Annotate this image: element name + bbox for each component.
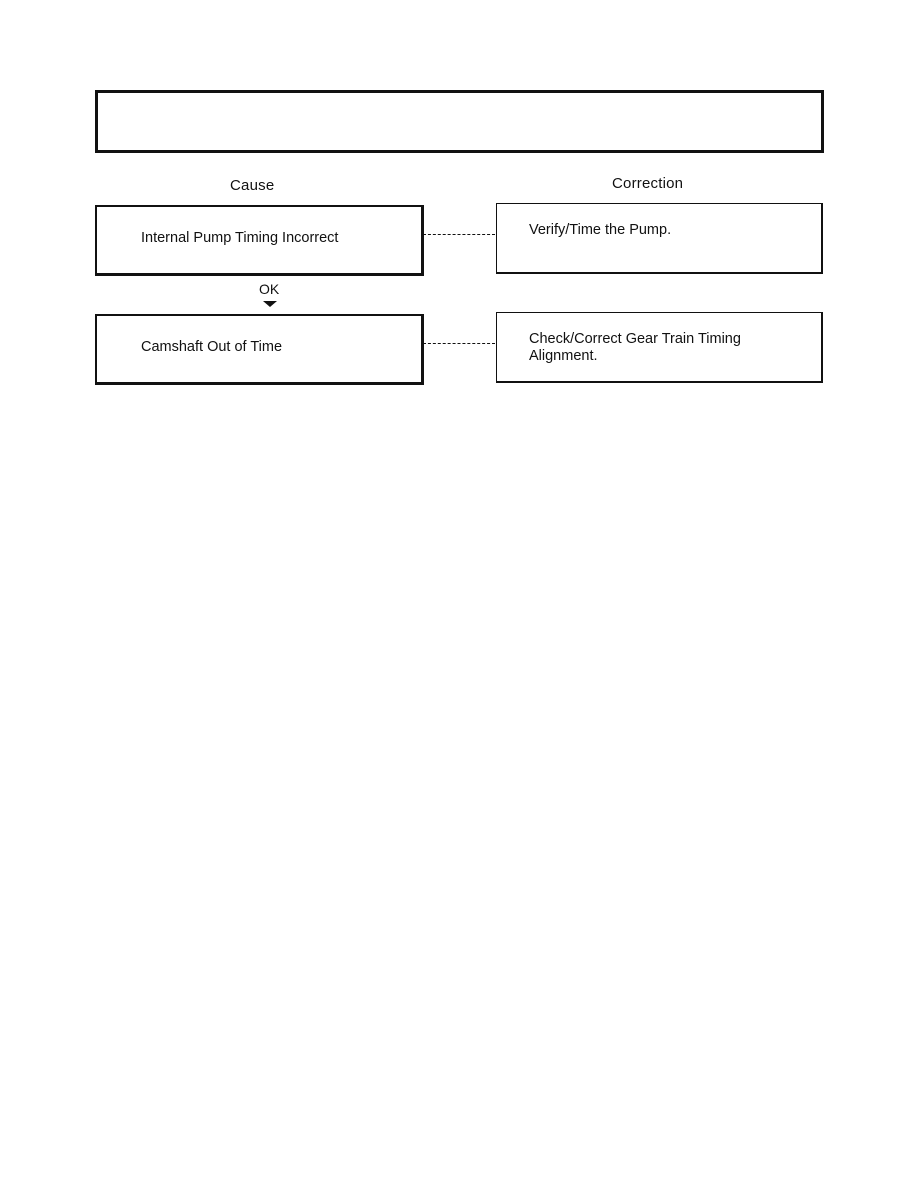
cause-box-pump-timing (95, 205, 424, 276)
dashed-connector (423, 343, 495, 344)
cause-label: Internal Pump Timing Incorrect (141, 230, 339, 246)
ok-flow-label: OK (259, 281, 280, 297)
cause-box-camshaft (95, 314, 424, 385)
correction-label: Verify/Time the Pump. (529, 222, 672, 238)
dashed-connector (423, 234, 495, 235)
cause-label: Camshaft Out of Time (141, 339, 283, 355)
correction-box-verify-pump (496, 203, 823, 274)
correction-label: Check/Correct Gear Train Timing Alignment. (529, 331, 741, 364)
correction-column-header: Correction (612, 175, 684, 192)
correction-box-gear-train (496, 312, 823, 383)
cause-column-header: Cause (230, 177, 275, 194)
title-box (95, 90, 824, 153)
down-arrow-icon (263, 300, 277, 308)
